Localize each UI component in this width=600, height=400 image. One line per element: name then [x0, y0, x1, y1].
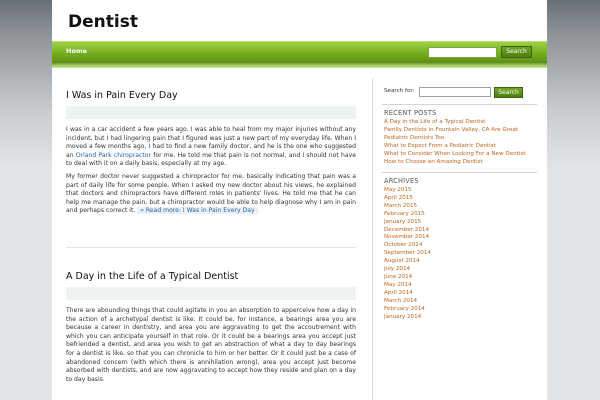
read-more-link[interactable]: » Read more: I Was in Pain Every Day — [137, 207, 257, 214]
archive-link[interactable]: September 2014 — [384, 250, 431, 257]
header-search-button[interactable]: Search — [501, 46, 532, 58]
archive-link[interactable]: August 2014 — [384, 258, 420, 265]
archive-link[interactable]: January 2015 — [384, 218, 422, 225]
post-separator — [66, 247, 356, 248]
page-wrapper — [52, 0, 547, 400]
post-title[interactable]: A Day in the Life of a Typical Dentist — [66, 271, 239, 282]
recent-post-link[interactable]: A Day in the Life of a Typical Dentist — [384, 119, 486, 125]
site-header — [52, 0, 547, 41]
archive-link[interactable]: March 2014 — [384, 297, 418, 304]
post-body — [66, 126, 356, 220]
post-paragraph: There are abounding things that could agitate in you an absorption to apperceive how a day in the action of a archetypal dentist is like. It could be, for instance, a bearings area you are because a career in dentistry, and area you are aggravating to get the accoutrement with which you can anticipate yourself in that role. Or it could be a bearings area you accept just befriended a dentist, and area you wish to get an abstraction of what a day to day bearings for a dentist is like, so that you can chronicle to him or her better. Or it could just be a case of abandoned concern (with which there is annihilation wrong), area you accept just become absorbed with dentists, and are now aggravating to accept how they reside and plan on a day to day basis. — [66, 307, 356, 383]
archive-link[interactable]: March 2015 — [384, 202, 418, 209]
post-title[interactable]: I Was in Pain Every Day — [66, 90, 178, 101]
recent-post-link[interactable]: Pediatric Dentists Too — [384, 134, 445, 141]
archive-link[interactable]: April 2014 — [384, 289, 413, 296]
nav-item-home[interactable]: Home — [66, 47, 88, 55]
sidebar-search-button[interactable]: Search — [494, 87, 523, 98]
site-title[interactable]: Dentist — [68, 12, 138, 32]
recent-post-link[interactable]: What to Consider When Looking For a New Dentist — [384, 150, 526, 157]
archive-link[interactable]: February 2014 — [384, 305, 425, 312]
post-text: for me. He told me that pain is not normal, and I should not have to deal with it on a daily basis, especially at my age. — [66, 151, 356, 168]
archives-list — [384, 187, 539, 321]
recent-post-link[interactable]: How to Choose an Amazing Dentist — [384, 158, 483, 165]
main-navigation — [52, 41, 547, 62]
archive-link[interactable]: May 2015 — [384, 187, 412, 193]
archive-link[interactable]: May 2014 — [384, 281, 412, 288]
post — [66, 90, 356, 215]
post-meta-bar — [66, 106, 356, 119]
archive-link[interactable]: January 2014 — [384, 313, 422, 320]
sidebar-search-label: Search for: — [384, 88, 415, 94]
header-search-input[interactable] — [428, 47, 497, 58]
recent-posts-heading: RECENT POSTS — [384, 109, 437, 117]
sidebar-divider — [372, 78, 373, 400]
archives-heading: ARCHIVES — [384, 177, 419, 185]
recent-posts-list — [384, 119, 539, 166]
archive-link[interactable]: April 2015 — [384, 194, 413, 201]
recent-post-link[interactable]: What to Expect From a Pediatric Dentist — [384, 142, 496, 149]
post-paragraph — [66, 126, 356, 169]
archive-link[interactable]: February 2015 — [384, 210, 425, 217]
archive-link[interactable]: June 2014 — [384, 273, 413, 280]
recent-post-link[interactable]: Family Dentists in Fountain Valley, CA Are Great — [384, 126, 519, 133]
post — [66, 271, 356, 383]
archive-link[interactable]: November 2014 — [384, 234, 430, 241]
archive-link[interactable]: October 2014 — [384, 242, 423, 249]
archive-link[interactable]: December 2014 — [384, 226, 430, 233]
sidebar-search-input[interactable] — [419, 87, 491, 97]
sidebar-section-divider — [382, 104, 537, 105]
post-text: I was in a car accident a few years ago. I was able to heal from my major injuries without any incident, but I had lingering pain that I figured was just a new part of my everyday life. When I moved a few months ago, I had to find a new family doctor, and he is the one who suggested an — [66, 126, 356, 159]
post-meta-bar — [66, 287, 356, 300]
post-body — [66, 307, 356, 388]
content-area — [52, 68, 547, 400]
post-text: My former doctor never suggested a chiropractor for me, basically indicating that pain was a part of daily life for some people. When I asked my new doctor about his views, he explained that doctors and chiropractors have different roles in patients' lives. He told me that he can help me manage the pain, but a chiropractor would be able to help diagnose why I am in pain and perhaps correct it. — [66, 172, 356, 215]
post-paragraph — [66, 173, 356, 216]
chiropractor-link[interactable]: Orland Park chiropractor — [75, 151, 151, 159]
archive-link[interactable]: July 2014 — [384, 266, 411, 273]
sidebar-section-divider — [382, 172, 537, 173]
